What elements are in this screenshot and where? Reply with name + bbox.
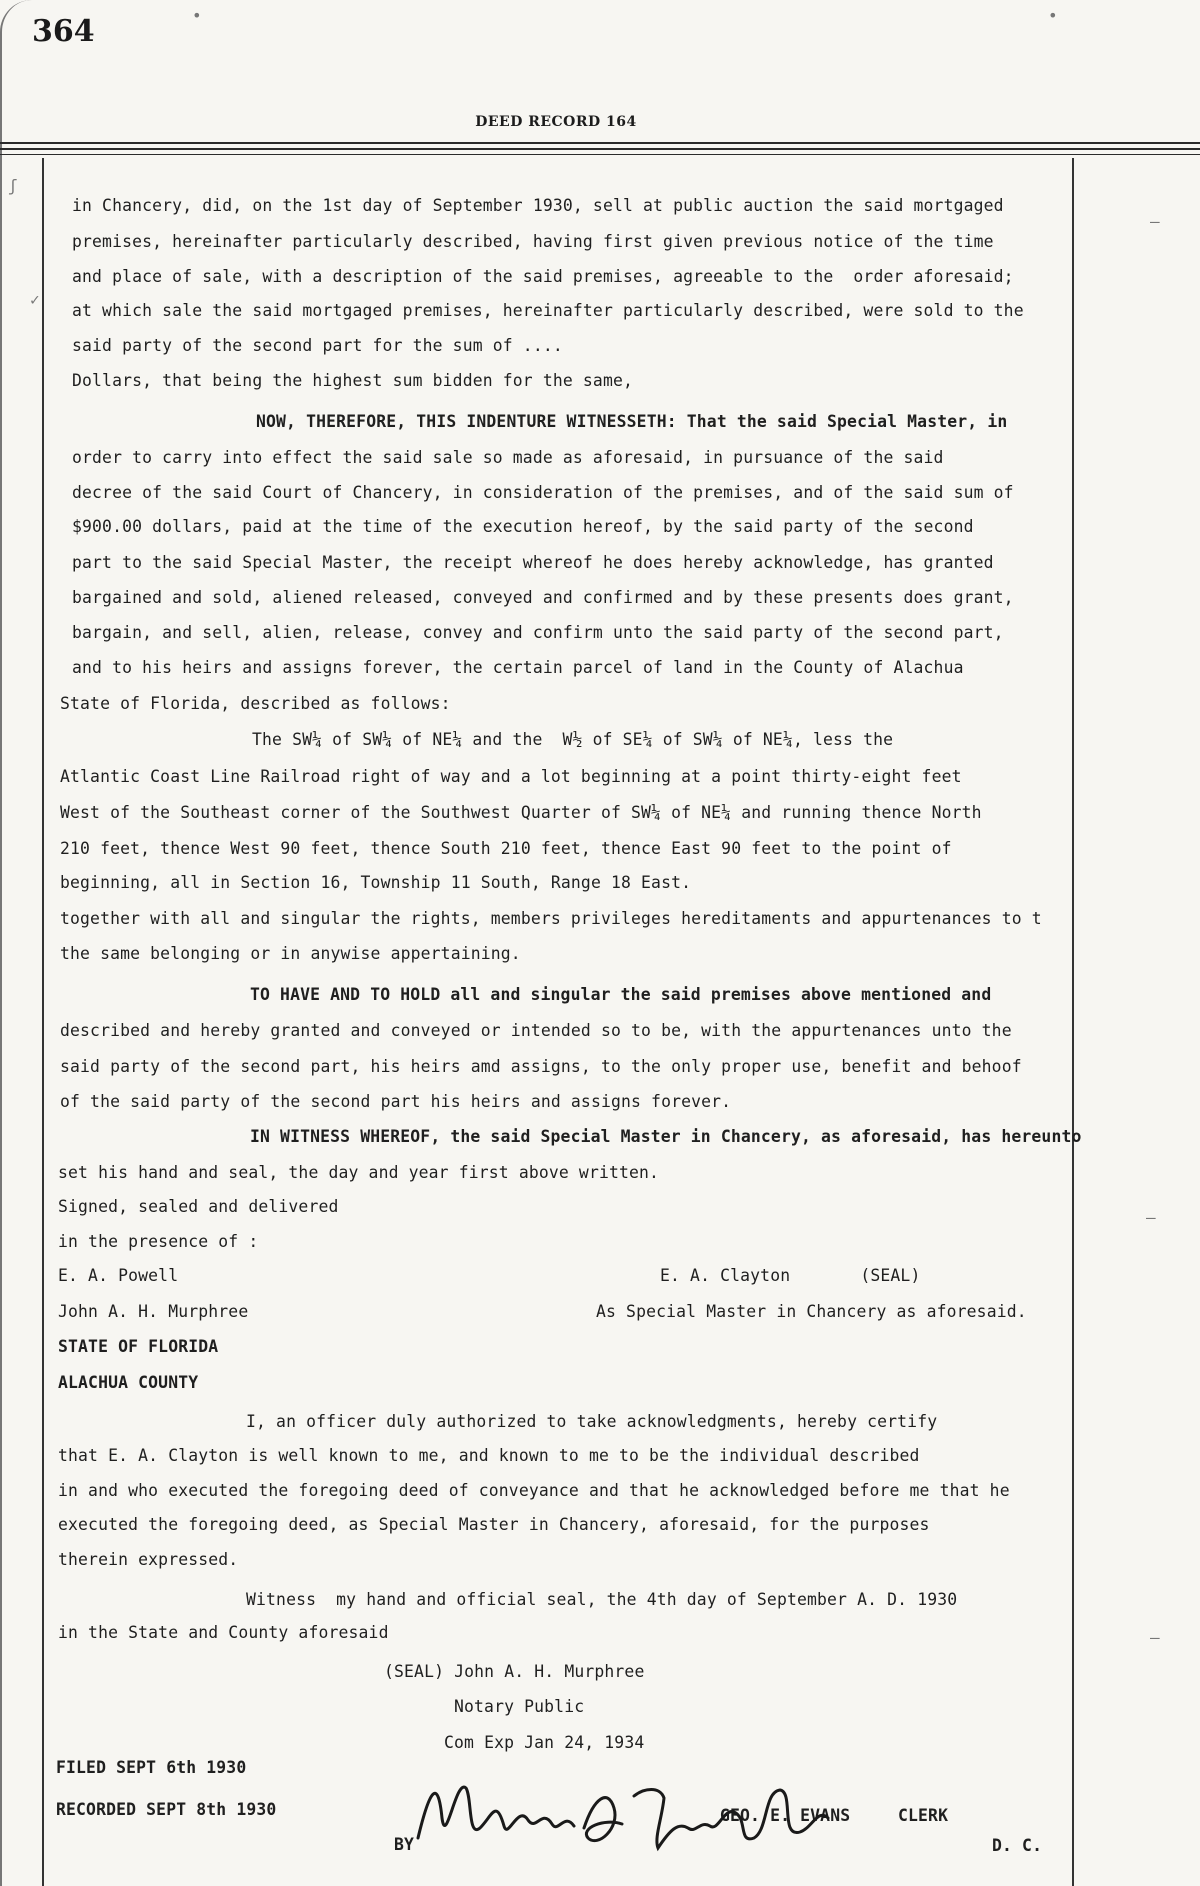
deed-text-line: Notary Public [454, 1697, 585, 1716]
deed-text-line: order to carry into effect the said sale so made as aforesaid, in pursuance of the said [72, 448, 944, 467]
deed-text-line: therein expressed. [58, 1550, 239, 1569]
deed-text-line: bargain, and sell, alien, release, convey and confirm unto the said party of the second part, [72, 623, 1004, 642]
margin-checkmark: ✓ [30, 290, 40, 309]
deed-text-line: in the presence of : [58, 1232, 259, 1251]
deed-text-line: of the said party of the second part his heirs and assigns forever. [60, 1092, 732, 1111]
page-header: DEED RECORD 164 [475, 114, 637, 130]
deed-text-line: and place of sale, with a description of the said premises, agreeable to the order aforesaid; [72, 267, 1014, 286]
deed-text-line: 210 feet, thence West 90 feet, thence South 210 feet, thence East 90 feet to the point of [60, 839, 952, 858]
clerk-name: GEO. E. EVANS [720, 1806, 851, 1825]
deed-text-line: Signed, sealed and delivered [58, 1197, 339, 1216]
by-label: BY [394, 1835, 415, 1854]
deed-text-line: Atlantic Coast Line Railroad right of way and a lot beginning at a point thirty-eight feet [60, 767, 962, 786]
deed-text-line: The SW¼ of SW¼ of NE¼ and the W½ of SE¼ of SW¼ of NE¼, less the [252, 730, 894, 749]
header-rule [0, 154, 1200, 155]
header-rule [0, 148, 1200, 150]
deed-text-line: described and hereby granted and conveyed or intended so to be, with the appurtenances unto the [60, 1021, 1012, 1040]
deed-text-line: State of Florida, described as follows: [60, 694, 451, 713]
deed-text-line: said party of the second part, his heirs amd assigns, to the only proper use, benefit and behoof [60, 1057, 1022, 1076]
deed-text-line: at which sale the said mortgaged premises, hereinafter particularly described, were sold to the [72, 301, 1024, 320]
deed-text-line: TO HAVE AND TO HOLD all and singular the said premises above mentioned and [250, 985, 992, 1004]
deed-text-line: John A. H. Murphree [58, 1302, 249, 1321]
deed-text-line: NOW, THEREFORE, THIS INDENTURE WITNESSETH: That the said Special Master, in [256, 412, 1008, 431]
deed-text-line: premises, hereinafter particularly described, having first given previous notice of the time [72, 232, 994, 251]
deed-text-line: that E. A. Clayton is well known to me, and known to me to be the individual described [58, 1446, 920, 1465]
deed-text-line: bargained and sold, aliened released, conveyed and confirmed and by these presents does grant, [72, 588, 1014, 607]
deed-text-line: ALACHUA COUNTY [58, 1373, 199, 1392]
deed-text-line: beginning, all in Section 16, Township 11 South, Range 18 East. [60, 873, 692, 892]
deed-text-line: STATE OF FLORIDA [58, 1337, 219, 1356]
deed-text-line: Com Exp Jan 24, 1934 [444, 1733, 645, 1752]
deed-text-line: set his hand and seal, the day and year first above written. [58, 1163, 660, 1182]
margin-tick: ʃ [8, 176, 18, 195]
margin-tick: — [1150, 212, 1160, 231]
deed-text-line: (SEAL) John A. H. Murphree [384, 1662, 645, 1681]
deed-text-line: part to the said Special Master, the receipt whereof he does hereby acknowledge, has granted [72, 553, 994, 572]
grantor-signature: E. A. Clayton (SEAL) [660, 1266, 921, 1285]
margin-tick: — [1146, 1208, 1156, 1227]
deed-text-line: $900.00 dollars, paid at the time of the execution hereof, by the said party of the second [72, 517, 974, 536]
deed-text-line: said party of the second part for the sum of .... [72, 336, 563, 355]
deed-text-line: Dollars, that being the highest sum bidden for the same, [72, 371, 634, 390]
header-rule [0, 142, 1200, 144]
paper-mark: • [1048, 6, 1058, 25]
page-number: 364 [32, 14, 95, 49]
deputy-clerk-label: D. C. [992, 1836, 1043, 1855]
margin-tick: — [1150, 1628, 1160, 1647]
deed-text-line: I, an officer duly authorized to take acknowledgments, hereby certify [246, 1412, 938, 1431]
deed-text-line: West of the Southeast corner of the Southwest Quarter of SW¼ of NE¼ and running thence North [60, 803, 982, 822]
deed-text-line: IN WITNESS WHEREOF, the said Special Master in Chancery, as aforesaid, has hereunto [250, 1127, 1082, 1146]
paper-mark: • [192, 6, 202, 25]
grantor-title: As Special Master in Chancery as aforesaid. [596, 1302, 1027, 1321]
deed-text-line: decree of the said Court of Chancery, in consideration of the premises, and of the said sum of [72, 483, 1014, 502]
right-margin-line [1072, 158, 1074, 1886]
deed-text-line: in and who executed the foregoing deed of conveyance and that he acknowledged before me that he [58, 1481, 1010, 1500]
deed-text-line: the same belonging or in anywise appertaining. [60, 944, 521, 963]
filed-date: FILED SEPT 6th 1930 [56, 1758, 247, 1777]
deed-text-line: executed the foregoing deed, as Special Master in Chancery, aforesaid, for the purposes [58, 1515, 930, 1534]
deed-text-line: E. A. Powell [58, 1266, 179, 1285]
deed-text-line: together with all and singular the rights, members privileges hereditaments and appurtenances to t [60, 909, 1042, 928]
deed-text-line: Witness my hand and official seal, the 4th day of September A. D. 1930 [246, 1590, 958, 1609]
deputy-clerk-signature [408, 1768, 851, 1868]
clerk-title: CLERK [898, 1806, 949, 1825]
recorded-date: RECORDED SEPT 8th 1930 [56, 1800, 277, 1819]
deed-text-line: and to his heirs and assigns forever, the certain parcel of land in the County of Alachua [72, 658, 964, 677]
page-left-edge [0, 0, 32, 1886]
deed-text-line: in the State and County aforesaid [58, 1623, 389, 1642]
deed-text-line: in Chancery, did, on the 1st day of September 1930, sell at public auction the said mortgaged [72, 196, 1004, 215]
left-margin-line [42, 158, 44, 1886]
